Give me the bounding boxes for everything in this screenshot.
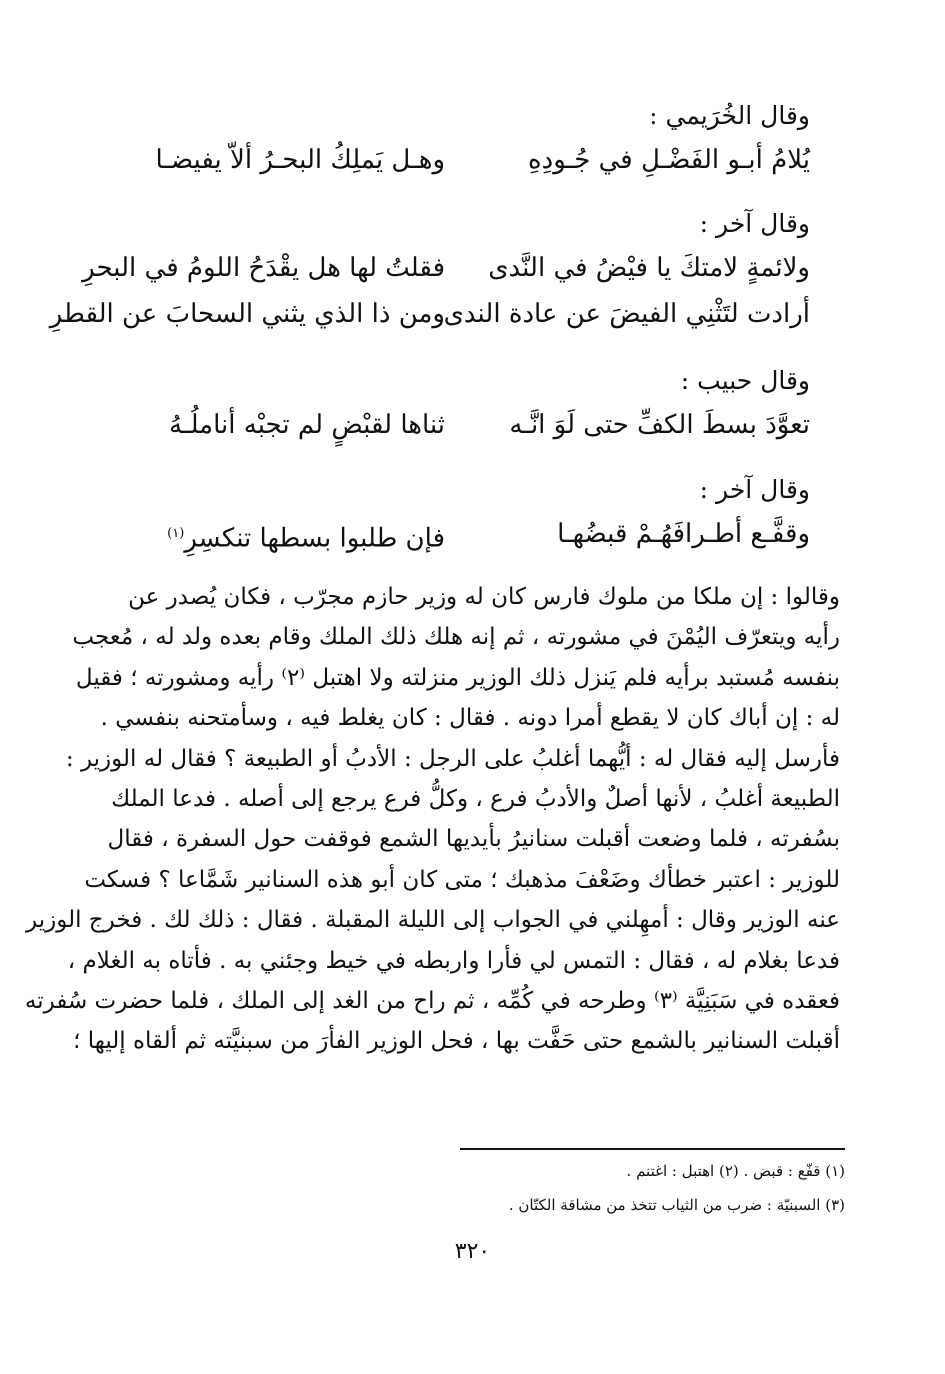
prose-line: رأيه ويتعرّف اليُمْنَ في مشورته ، ثم إنه هلك ذلك الملك وقام بعده ولد له ، مُعجب [72, 624, 840, 651]
verse-first-hemistich: ولائمةٍ لامتكَ يا فيْضُ في النَّدى [488, 253, 810, 283]
poem-intro: وقال آخر : [699, 209, 810, 238]
verse-second-hemistich [167, 516, 445, 557]
prose-line: بسُفرته ، فلما وضعت أقبلت سنانيرُ بأيديها الشمع فوقفت حول السفرة ، فقال [107, 826, 840, 853]
poem-intro: وقال حبيب : [680, 366, 810, 395]
poem-intro: وقال آخر : [699, 475, 810, 504]
footnote-marker: (١) [167, 526, 185, 541]
verse-first-hemistich: يُلامُ أبـو الفَضْـلِ في جُـودِهِ [528, 145, 810, 175]
footnote-line: (٣) السبنيّة : ضرب من الثياب تتخذ من مشاقة الكتّان . [508, 1196, 845, 1214]
prose-line: الطبيعة أغلبُ ، لأنها أصلٌ والأدبُ فرع ، وكلُّ فرع يرجع إلى أصله . فدعا الملك [111, 785, 840, 812]
verse-text: فإن طلبوا بسطها تنكسِرِ [184, 523, 445, 554]
footnote-line: (١) قفّع : قبض . (٢) اهتبل : اغتنم . [626, 1162, 845, 1180]
page-number: ٣٢٠ [454, 1239, 491, 1264]
prose-line: وقالوا : إن ملكا من ملوك فارس كان له وزير حازم مجرّب ، فكان يُصدر عن [128, 584, 840, 610]
prose-line: فأرسل إليه فقال له : أيُّهما أغلبُ على الرجل : الأدبُ أو الطبيعة ؟ فقال له الوزير : [65, 745, 840, 772]
verse-second-hemistich: فقلتُ لها هل يقْدَحُ اللومُ في البحرِ [82, 253, 445, 283]
verse-second-hemistich: وهـل يَملِكُ البحـرُ ألاّ يفيضـا [155, 145, 445, 175]
prose-line: للوزير : اعتبر خطأك وضَعْفَ مذهبك ؛ متى كان أبو هذه السنانير شَمَّاعا ؟ فسكت [84, 866, 840, 893]
verse-first-hemistich: تعوَّدَ بسطَ الكفِّ حتى لَوَ انَّـه [509, 410, 810, 440]
prose-line: له : إن أباك كان لا يقطع أمرا دونه . فقال : كان يغلط فيه ، وسأمتحنه بنفسي . [100, 705, 840, 732]
prose-line: بنفسه مُستبد برأيه فلم يَنزل ذلك الوزير منزلته ولا اهتبل ⁽٢⁾ رأيه ومشورته ؛ فقيل [75, 664, 840, 691]
prose-line: أقبلت السنانير بالشمع حتى حَفَّت بها ، فحل الوزير الفأرَ من سبنيَّته ثم ألقاه إليها ؛ [73, 1028, 840, 1055]
verse-first-hemistich: وقفَّـع أطـرافَهُـمْ قبضُهـا [557, 519, 810, 549]
prose-line: عنه الوزير وقال : أمهِلني في الجواب إلى الليلة المقبلة . فقال : ذلك لك . فخرج الوزير [26, 907, 840, 934]
poem-intro: وقال الخُرَيمي : [649, 101, 810, 130]
prose-line: فعقده في سَبَنِيَّة ⁽٣⁾ وطرحه في كُمِّه ، ثم راح من الغد إلى الملك ، فلما حضرت سُفرته [24, 987, 840, 1014]
verse-second-hemistich: ومن ذا الذي يثني السحابَ عن القطرِ [49, 299, 445, 329]
prose-line: فدعا بغلام له ، فقال : التمس لي فأرا واربطه في خيط وجئني به . فأتاه به الغلام ، [67, 947, 840, 974]
verse-second-hemistich: ثناها لقبْضٍ لم تجبْه أناملُـهُ [169, 410, 445, 440]
verse-first-hemistich: أرادت لتَثْنِي الفيضَ عن عادة الندى [443, 299, 810, 329]
prose-paragraph [24, 577, 840, 1062]
footnote-divider [460, 1148, 845, 1150]
